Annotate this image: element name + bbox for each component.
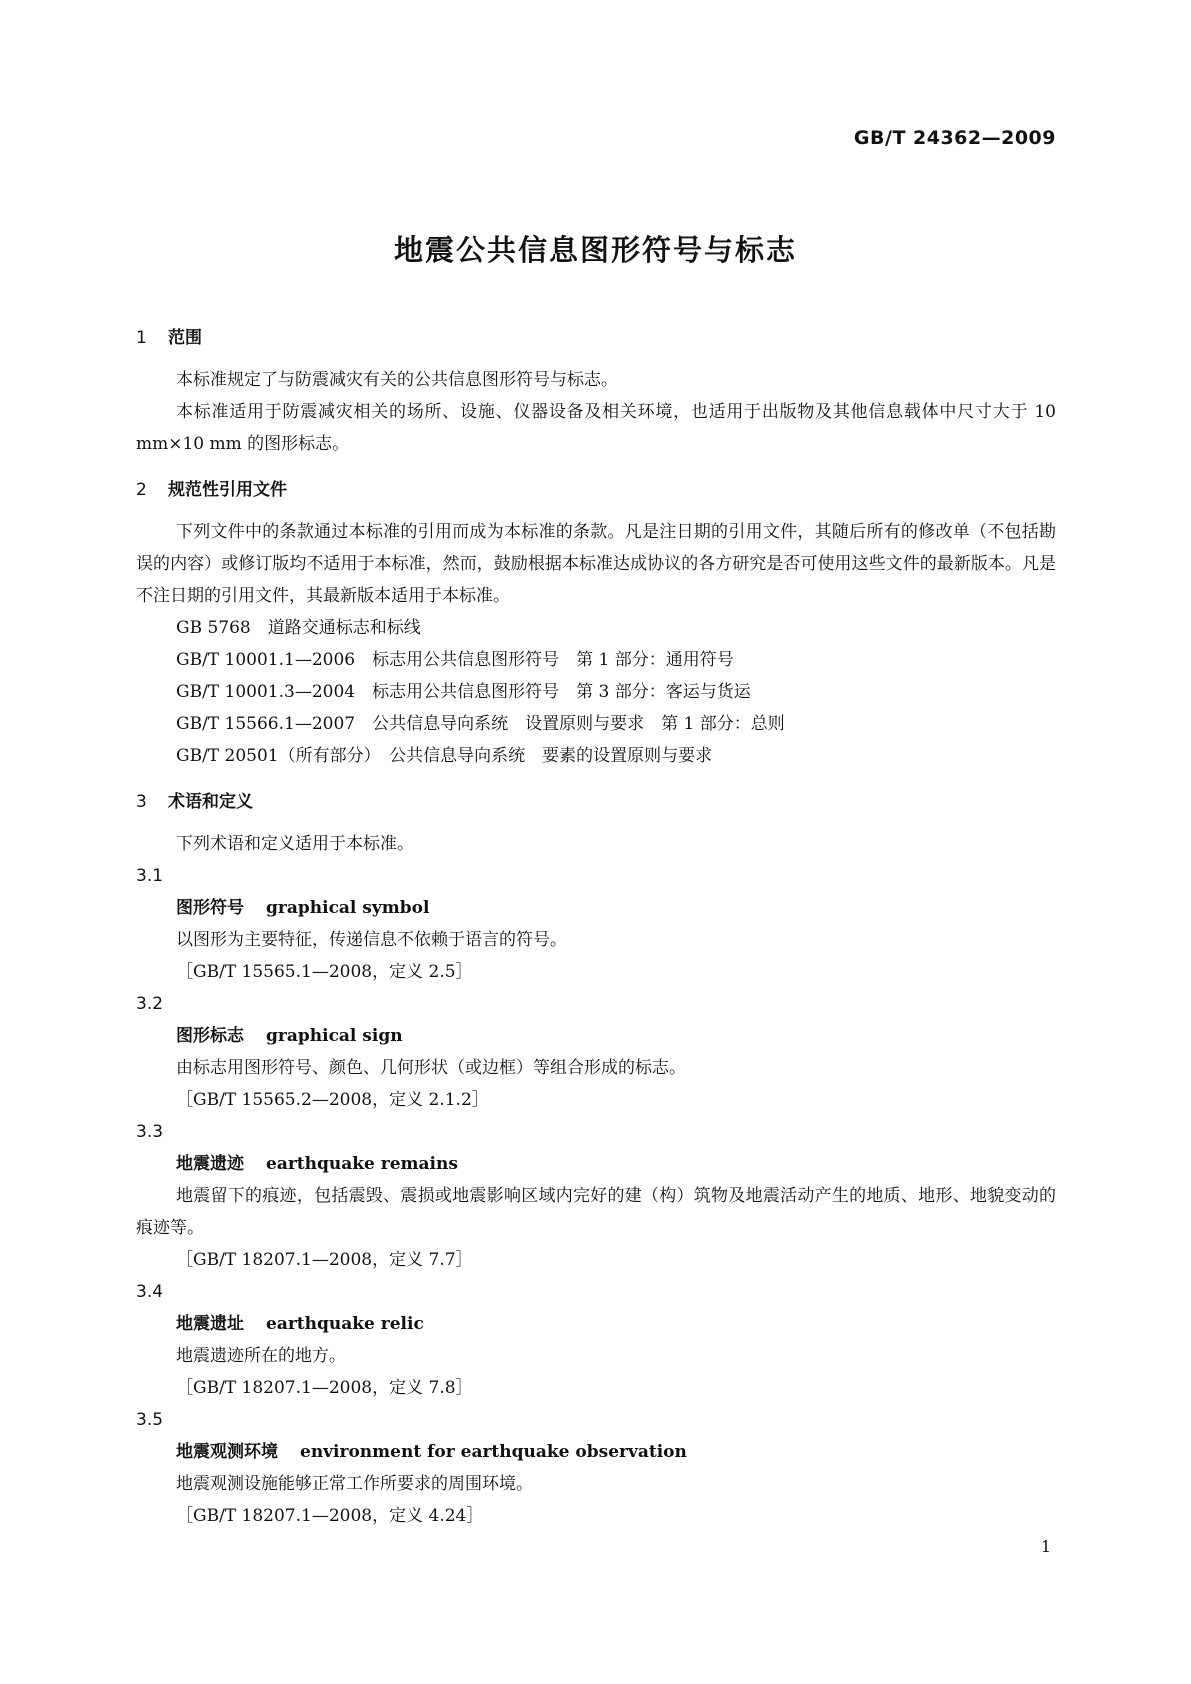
term-english: graphical sign [266,1026,403,1046]
term-number: 3.4 [136,1282,164,1302]
section-title: 规范性引用文件 [168,480,287,500]
reference-item: GB 5768 道路交通标志和标线 [176,618,421,638]
document-body [136,322,1056,1532]
term-heading [136,892,1056,924]
reference-item: GB/T 10001.1—2006 标志用公共信息图形符号 第 1 部分：通用符号 [176,650,734,670]
section-title: 术语和定义 [168,792,253,812]
paragraph: 本标准适用于防震减灾相关的场所、设施、仪器设备及相关环境，也适用于出版物及其他信息载体中尺寸大于 10 mm×10 mm 的图形标志。 [136,402,1056,454]
standard-code: GB/T 24362—2009 [853,127,1056,149]
term-english: earthquake remains [266,1154,458,1174]
term-number: 3.2 [136,994,164,1014]
paragraph: 下列文件中的条款通过本标准的引用而成为本标准的条款。凡是注日期的引用文件，其随后所有的修改单（不包括勘误的内容）或修订版均不适用于本标准，然而，鼓励根据本标准达成协议的各方研究是否可使用这些文件的最新版本。凡是不注日期的引用文件，其最新版本适用于本标准。 [136,522,1056,606]
term-chinese: 图形标志 [176,1026,244,1046]
reference-item: GB/T 20501（所有部分） 公共信息导向系统 要素的设置原则与要求 [176,746,713,766]
section-number: 3 [136,792,147,812]
term-definition: 由标志用图形符号、颜色、几何形状（或边框）等组合形成的标志。 [176,1058,686,1078]
document-title: 地震公共信息图形符号与标志 [393,233,797,267]
paragraph: 本标准规定了与防震减灾有关的公共信息图形符号与标志。 [176,370,618,390]
term-number: 3.3 [136,1122,164,1142]
term-source: ［GB/T 15565.2—2008，定义 2.1.2］ [176,1090,489,1110]
term-number: 3.5 [136,1410,164,1430]
section-1-heading [136,322,1056,354]
term-chinese: 图形符号 [176,898,244,918]
term-source: ［GB/T 18207.1—2008，定义 4.24］ [176,1506,484,1526]
term-definition: 地震遗迹所在的地方。 [176,1346,346,1366]
term-definition: 地震观测设施能够正常工作所要求的周围环境。 [176,1474,533,1494]
page-number: 1 [1040,1537,1051,1556]
section-3-heading [136,786,1056,818]
section-2-heading [136,474,1056,506]
term-english: graphical symbol [266,898,430,918]
term-chinese: 地震遗迹 [176,1154,244,1174]
term-chinese: 地震观测环境 [176,1442,278,1462]
term-heading [136,1436,1056,1468]
term-source: ［GB/T 15565.1—2008，定义 2.5］ [176,962,473,982]
term-heading [136,1148,1056,1180]
term-heading [136,1020,1056,1052]
section-number: 2 [136,480,147,500]
term-english: earthquake relic [266,1314,424,1334]
term-source: ［GB/T 18207.1—2008，定义 7.7］ [176,1250,473,1270]
term-heading [136,1308,1056,1340]
section-number: 1 [136,328,147,348]
term-definition: 以图形为主要特征，传递信息不依赖于语言的符号。 [176,930,567,950]
term-english: environment for earthquake observation [300,1442,687,1462]
paragraph: 下列术语和定义适用于本标准。 [176,834,414,854]
reference-item: GB/T 15566.1—2007 公共信息导向系统 设置原则与要求 第 1 部分：总则 [176,714,785,734]
term-chinese: 地震遗址 [176,1314,244,1334]
term-definition: 地震留下的痕迹，包括震毁、震损或地震影响区域内完好的建（构）筑物及地震活动产生的地质、地形、地貌变动的痕迹等。 [136,1186,1056,1238]
term-source: ［GB/T 18207.1—2008，定义 7.8］ [176,1378,473,1398]
reference-item: GB/T 10001.3—2004 标志用公共信息图形符号 第 3 部分：客运与货运 [176,682,751,702]
section-title: 范围 [168,328,202,348]
term-number: 3.1 [136,866,164,886]
